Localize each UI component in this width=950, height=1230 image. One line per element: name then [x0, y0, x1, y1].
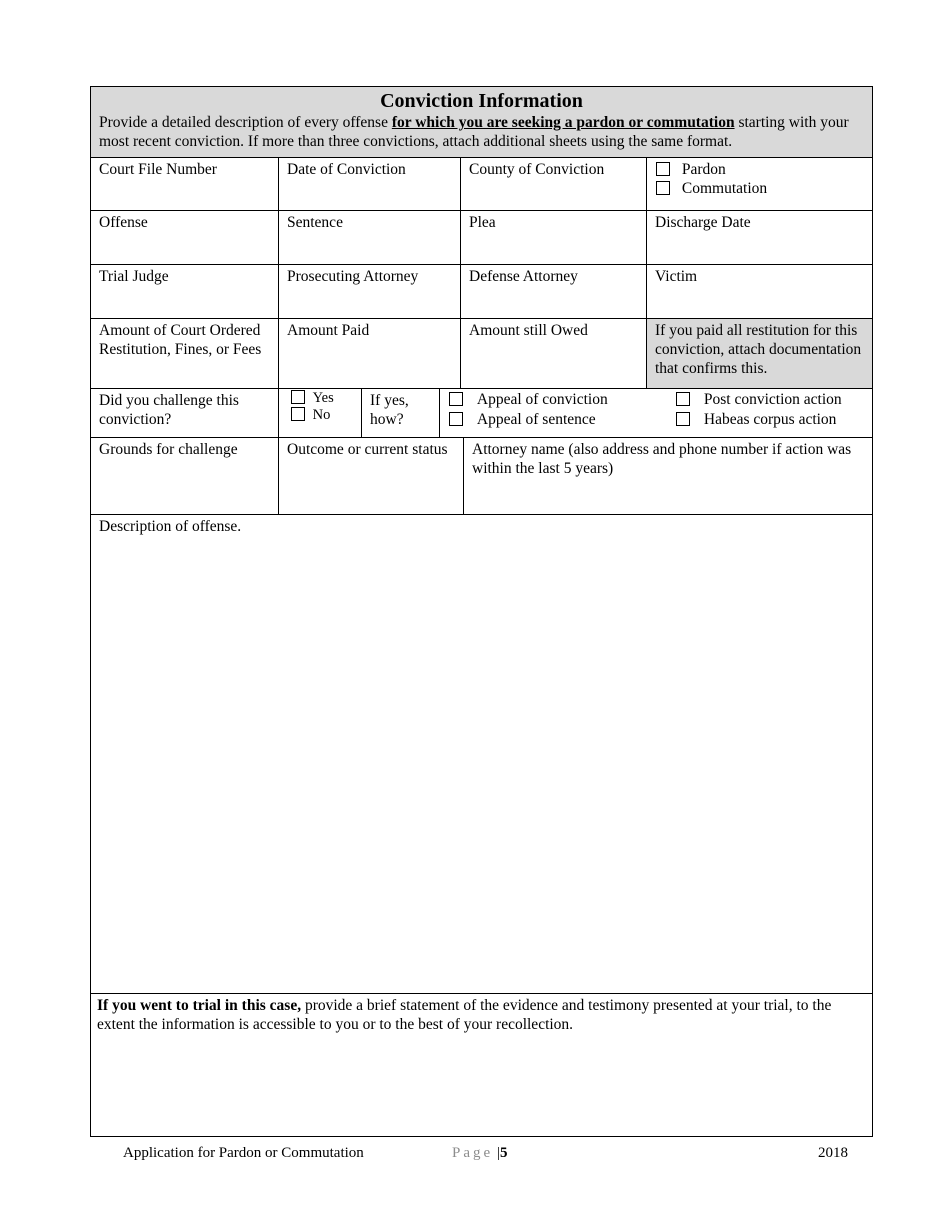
trial-statement-emphasis: If you went to trial in this case, — [97, 997, 302, 1014]
footer-page-number: 5 — [499, 1145, 508, 1161]
footer-year: 2018 — [818, 1145, 848, 1161]
appeal-sentence-checkbox[interactable] — [449, 412, 463, 426]
defense-attorney-field[interactable]: Defense Attorney — [469, 268, 578, 285]
footer-page-word: Page — [452, 1145, 494, 1161]
prosecuting-attorney-field[interactable]: Prosecuting Attorney — [287, 268, 419, 285]
county-of-conviction-field[interactable]: County of Conviction — [469, 161, 605, 178]
habeas-corpus-option[interactable] — [676, 410, 836, 429]
amount-paid-field[interactable]: Amount Paid — [287, 322, 370, 339]
post-conviction-label: Post conviction action — [703, 391, 842, 408]
trial-statement-text: provide a brief statement of the evidence and testimony presented at your trial, to the extent the information is accessible to you or to the best of your recollection. — [97, 997, 832, 1033]
no-label: No — [312, 407, 331, 423]
post-conviction-option[interactable] — [676, 390, 842, 409]
instructions-text: Provide a detailed description of every offense — [99, 114, 392, 131]
commutation-label: Commutation — [681, 180, 768, 197]
grounds-for-challenge-field[interactable]: Grounds for challenge — [99, 441, 238, 458]
appeal-conviction-checkbox[interactable] — [449, 392, 463, 406]
offense-description-label: Description of offense. — [99, 518, 242, 535]
appeal-sentence-label: Appeal of sentence — [476, 411, 596, 428]
if-yes-how-label: If yes, how? — [370, 392, 409, 428]
appeal-conviction-option[interactable] — [449, 390, 608, 409]
commutation-option[interactable] — [656, 179, 767, 198]
offense-description-field[interactable] — [91, 515, 872, 993]
form-title: Conviction Information — [380, 90, 583, 112]
form-header — [91, 87, 872, 157]
victim-field[interactable]: Victim — [655, 268, 698, 285]
yes-checkbox[interactable] — [291, 390, 305, 404]
post-conviction-checkbox[interactable] — [676, 392, 690, 406]
date-of-conviction-field[interactable]: Date of Conviction — [287, 161, 406, 178]
habeas-corpus-checkbox[interactable] — [676, 412, 690, 426]
appeal-sentence-option[interactable] — [449, 410, 596, 429]
footer-document-title: Application for Pardon or Commutation — [123, 1145, 364, 1161]
discharge-date-field[interactable]: Discharge Date — [655, 214, 751, 231]
court-file-number-field[interactable]: Court File Number — [99, 161, 217, 178]
restitution-amount-field[interactable]: Amount of Court Ordered Restitution, Fines, or Fees — [99, 322, 262, 358]
amount-owed-field[interactable]: Amount still Owed — [469, 322, 588, 339]
plea-field[interactable]: Plea — [469, 214, 496, 231]
instructions-emphasis: for which you are seeking a pardon or commutation — [391, 114, 735, 131]
habeas-corpus-label: Habeas corpus action — [703, 411, 837, 428]
trial-judge-field[interactable]: Trial Judge — [99, 268, 169, 285]
footer-page-indicator — [452, 1145, 507, 1162]
trial-statement-field[interactable] — [91, 994, 872, 1136]
restitution-note: If you paid all restitution for this conviction, attach documentation that confirms this. — [647, 319, 872, 388]
form-instructions — [91, 113, 872, 151]
offense-field[interactable]: Offense — [99, 214, 148, 231]
yes-label: Yes — [312, 390, 334, 406]
sentence-field[interactable]: Sentence — [287, 214, 343, 231]
commutation-checkbox[interactable] — [656, 181, 670, 195]
instructions-text-continued: starting with your most recent conviction. If more than three convictions, attach additional sheets using the same format. — [99, 114, 849, 150]
no-option[interactable] — [291, 407, 330, 424]
conviction-form — [90, 86, 873, 1137]
outcome-status-field[interactable]: Outcome or current status — [287, 441, 448, 458]
attorney-name-field[interactable]: Attorney name (also address and phone number if action was within the last 5 years) — [472, 441, 852, 477]
no-checkbox[interactable] — [291, 407, 305, 421]
pardon-checkbox[interactable] — [656, 162, 670, 176]
footer-separator: | — [496, 1145, 500, 1161]
pardon-option[interactable] — [656, 160, 726, 179]
pardon-label: Pardon — [681, 161, 726, 178]
appeal-conviction-label: Appeal of conviction — [476, 391, 608, 408]
challenge-question: Did you challenge this conviction? — [99, 392, 239, 428]
yes-option[interactable] — [291, 390, 334, 407]
